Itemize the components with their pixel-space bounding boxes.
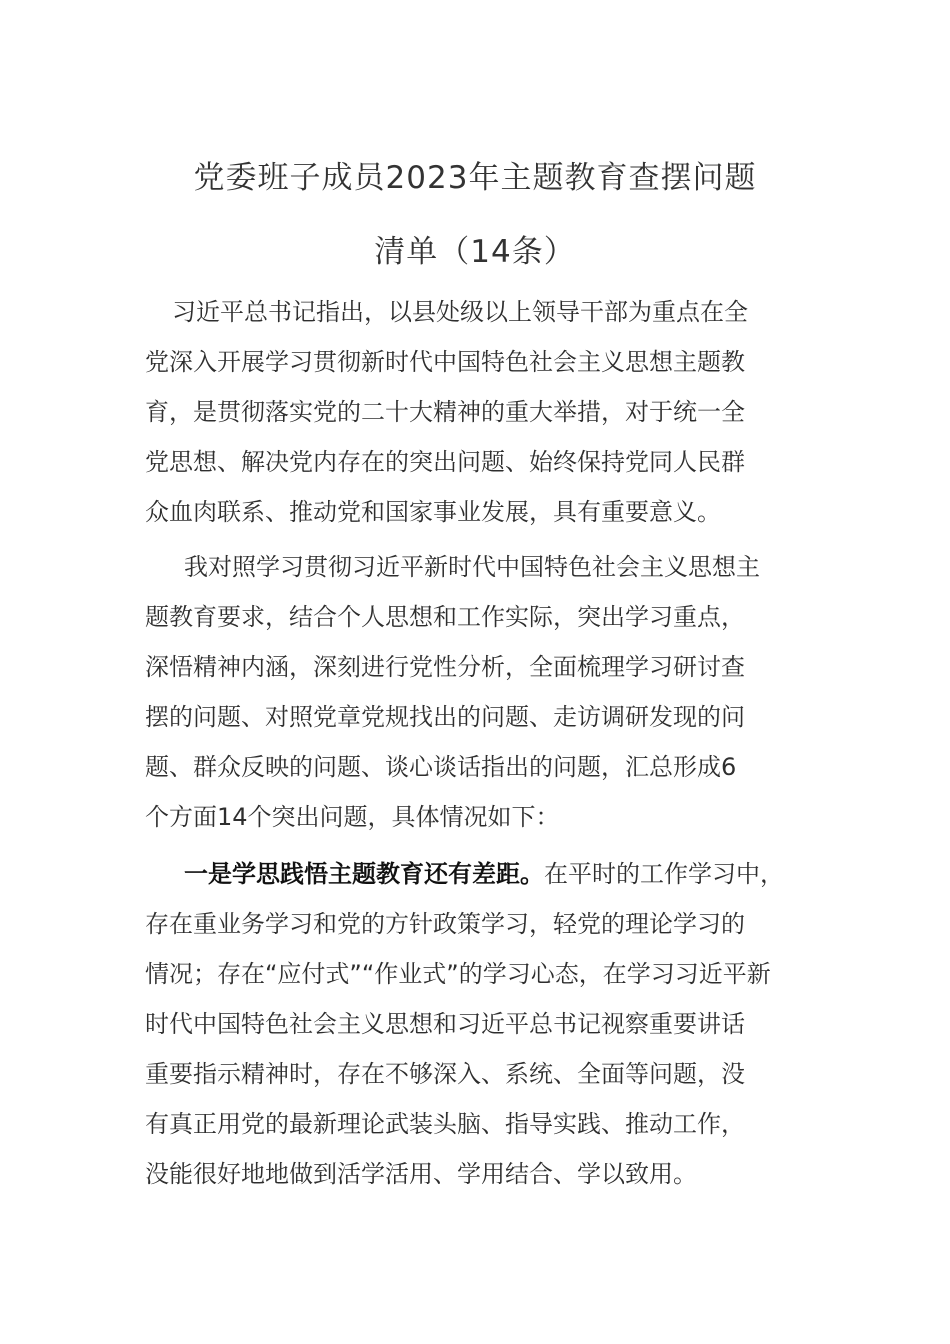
document-title-line-1: 党委班子成员2023年主题教育查摆问题 [193,160,757,196]
paragraph-1-line-2: 党深入开展学习贯彻新时代中国特色社会主义思想主题教 [145,348,745,376]
paragraph-2-line-3: 深悟精神内涵，深刻进行党性分析，全面梳理学习研讨查 [145,653,745,681]
paragraph-2-line-4: 摆的问题、对照党章党规找出的问题、走访调研发现的问 [145,703,745,731]
paragraph-3-line-7: 没能很好地地做到活学活用、学用结合、学以致用。 [145,1160,697,1188]
paragraph-3-line-4: 时代中国特色社会主义思想和习近平总书记视察重要讲话 [145,1010,745,1038]
paragraph-3-line-1 [184,857,784,891]
paragraph-3-heading: 一是学思践悟主题教育还有差距。 [184,860,544,888]
paragraph-3-line-6: 有真正用党的最新理论武装头脑、指导实践、推动工作， [145,1110,745,1138]
paragraph-3-line-3: 情况；存在“应付式”“作业式”的学习心态，在学习习近平新 [145,960,771,988]
paragraph-2-line-5: 题、群众反映的问题、谈心谈话指出的问题，汇总形成6 [145,753,737,781]
paragraph-1-line-3: 育，是贯彻落实党的二十大精神的重大举措，对于统一全 [145,398,745,426]
document-title-line-2: 清单（14条） [374,234,576,270]
paragraph-3-line-5: 重要指示精神时，存在不够深入、系统、全面等问题，没 [145,1060,745,1088]
paragraph-2-line-2: 题教育要求，结合个人思想和工作实际，突出学习重点， [145,603,745,631]
paragraph-1-line-1: 习近平总书记指出，以县处级以上领导干部为重点在全 [172,298,748,326]
paragraph-1-line-5: 众血肉联系、推动党和国家事业发展，具有重要意义。 [145,498,721,526]
paragraph-3-line-1-text: 在平时的工作学习中， [544,860,784,888]
paragraph-2-line-6: 个方面14个突出问题，具体情况如下： [145,803,560,831]
paragraph-1-line-4: 党思想、解决党内存在的突出问题、始终保持党同人民群 [145,448,745,476]
paragraph-3-line-2: 存在重业务学习和党的方针政策学习，轻党的理论学习的 [145,910,745,938]
paragraph-2-line-1: 我对照学习贯彻习近平新时代中国特色社会主义思想主 [184,553,760,581]
